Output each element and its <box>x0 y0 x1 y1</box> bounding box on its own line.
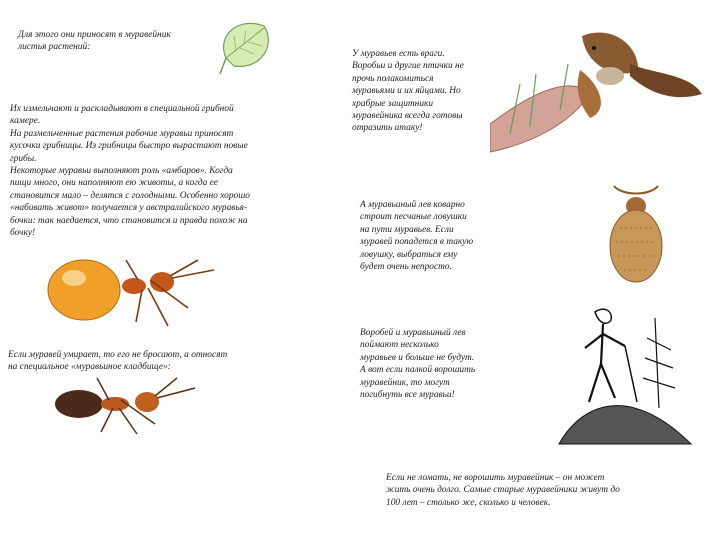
fungus-text: Их измельчают и раскладывают в специальной грибной камере. На размельченные растения рабочие муравьи приносят кусочки грибницы. Из грибницы быстро вырастают новые грибы. Некоторые муравьи выполняют роль «амбаров». Когда пищи много, они наполняют ею животы, а когда ее становится мало – делятся с голодными. Особенно хорошо «набивать живот» получается у австралийского муравья- бочки: так наедается, что становится и правда похож на бочку! <box>10 104 250 239</box>
danger-text: Воробей и муравьиный лев поймают несколько муравьев и больше не будут. А вот если палкой ворошить муравейник, то могут погибнуть все муравьи! <box>360 328 476 401</box>
antlion-text: А муравьиный лев коварно строит песчаные ловушки на пути муравьев. Если муравей попадется в такую ловушку, выбраться ему будет очень непросто. <box>360 200 474 273</box>
sparrow-illustration <box>490 14 705 154</box>
closing-text: Если не ломать, не ворошить муравейник – он может жить очень долго. Самые старые муравейники живут до 100 лет – столько же, сколько и человек. <box>386 473 620 508</box>
enemies-text: У муравьев есть враги. Воробьи и другие птички не прочь полакомиться муравьями и их яйцами. Но храбрые защитники муравейника всегда готовы отразить атаку! <box>352 49 464 134</box>
intro-text: Для этого они приносят в муравейник листья растений: <box>18 30 171 53</box>
antlion-illustration <box>596 178 676 290</box>
honeypot-ant-illustration <box>38 250 228 330</box>
boy-anthill-illustration <box>555 298 695 448</box>
cemetery-text: Если муравей умирает, то его не бросают, а относят на специальное «муравьиное кладбище»: <box>8 350 228 373</box>
leaf-illustration <box>212 14 278 80</box>
worker-ant-illustration <box>45 370 205 440</box>
